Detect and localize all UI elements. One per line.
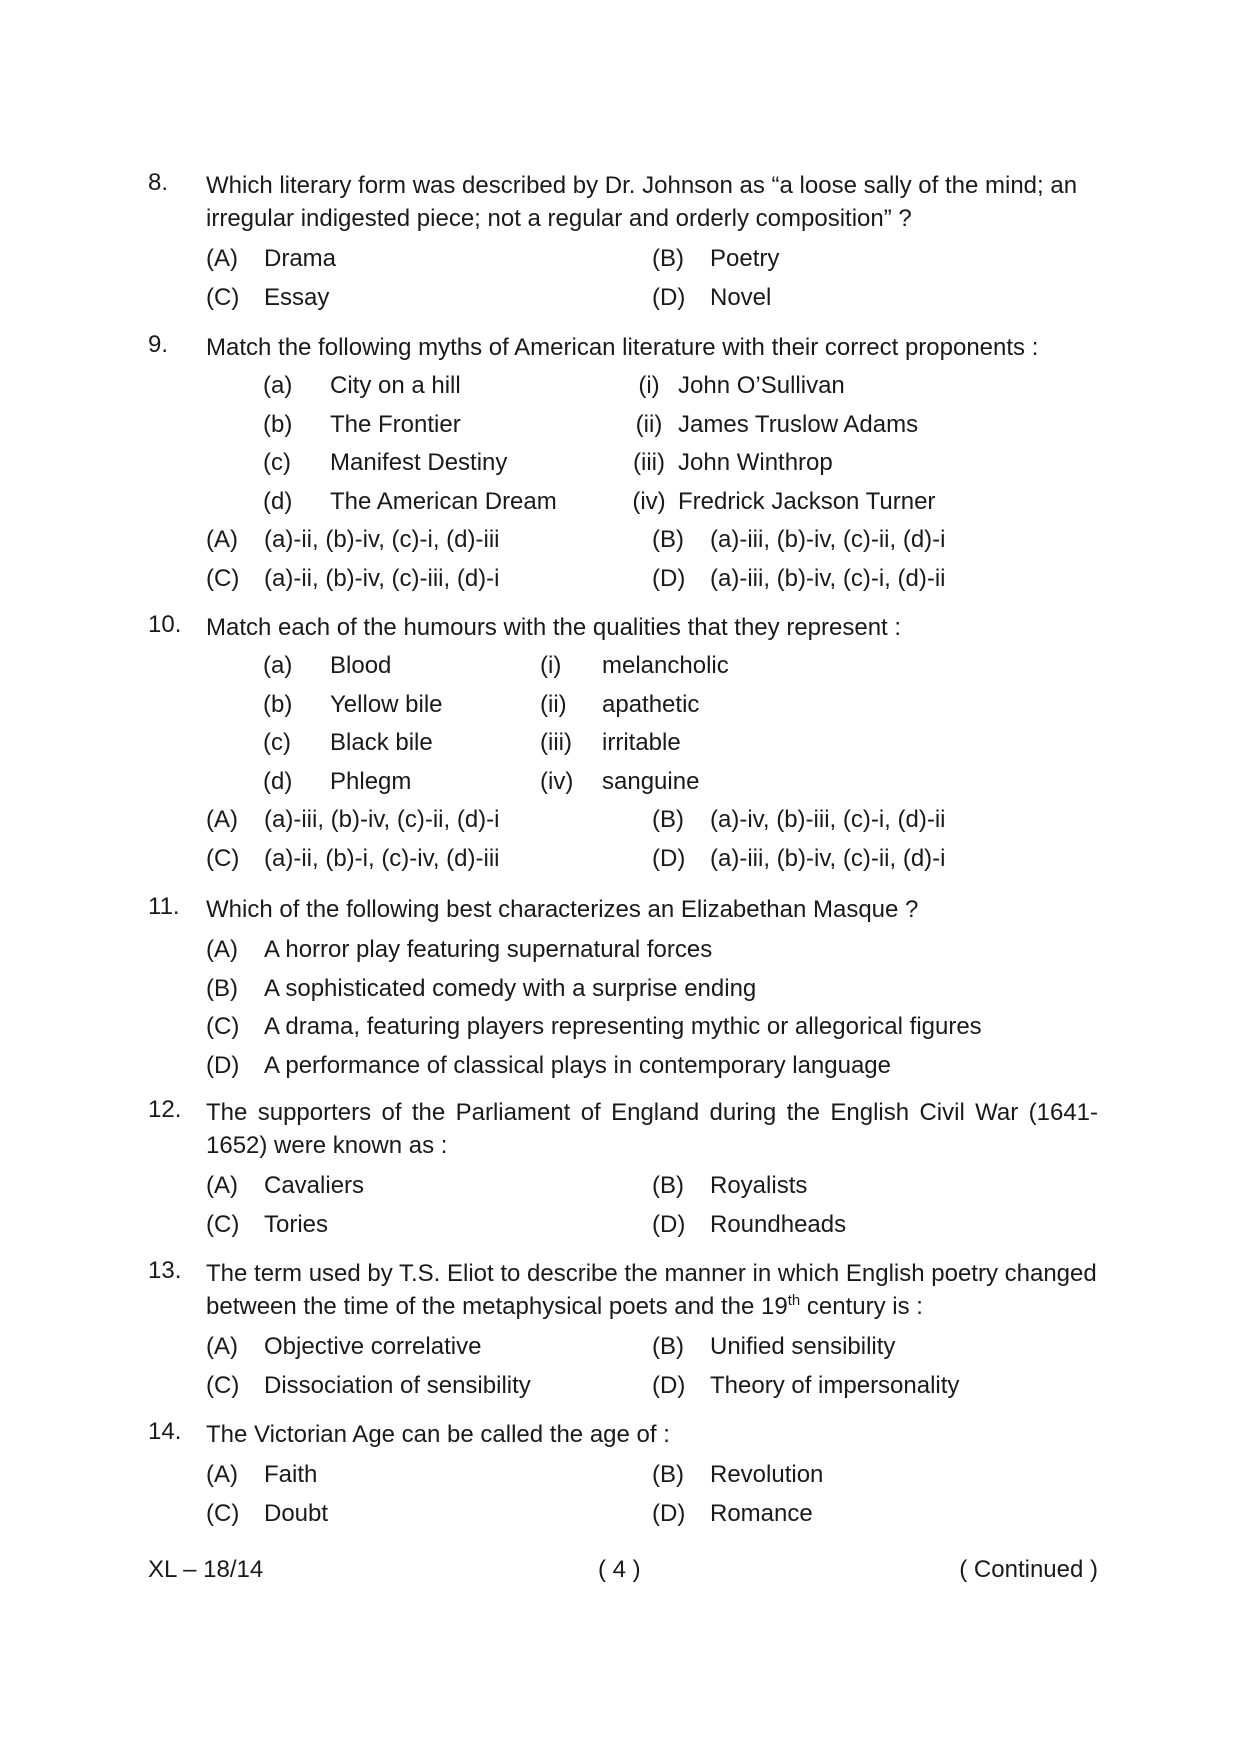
question-number: 12. — [148, 1096, 182, 1123]
option-b: (B) (a)-iii, (b)-iv, (c)-ii, (d)-i — [652, 526, 946, 554]
option-b: (B) Royalists — [652, 1172, 808, 1200]
match-row: (b) The Frontier (ii) James Truslow Adams — [263, 410, 919, 438]
question-number: 8. — [148, 169, 169, 196]
option-a: (A) Drama — [206, 245, 337, 273]
page-number: ( 4 ) — [598, 1556, 641, 1583]
match-row: (b) Yellow bile (ii) apathetic — [263, 690, 700, 718]
option-c: (C) Tories — [206, 1210, 329, 1238]
options — [206, 801, 1098, 878]
option-d: (D) (a)-iii, (b)-iv, (c)-ii, (d)-i — [652, 844, 946, 872]
option-d: (D) Roundheads — [652, 1210, 847, 1238]
options — [206, 931, 1098, 1085]
options — [206, 1328, 1098, 1405]
question-number: 10. — [148, 611, 182, 638]
option-b: (B) Unified sensibility — [652, 1333, 896, 1361]
option-d: (D) Romance — [652, 1499, 813, 1527]
option-b: (B) Revolution — [652, 1461, 824, 1489]
option-a: (A) A horror play featuring supernatural forces — [206, 936, 713, 964]
question-14 — [148, 1418, 1098, 1533]
match-row: (d) The American Dream (iv) Fredrick Jackson Turner — [263, 487, 936, 515]
option-b: (B) (a)-iv, (b)-iii, (c)-i, (d)-ii — [652, 806, 946, 834]
continued-label: ( Continued ) — [959, 1556, 1098, 1583]
match-row: (c) Manifest Destiny (iii) John Winthrop — [263, 449, 833, 477]
option-c: (C) Essay — [206, 283, 330, 311]
question-13 — [148, 1257, 1098, 1405]
match-row: (a) City on a hill (i) John O’Sullivan — [263, 372, 845, 400]
option-a: (A) Faith — [206, 1461, 318, 1489]
option-b: (B) Poetry — [652, 245, 780, 273]
question-text: Which literary form was described by Dr. Johnson as “a loose sally of the mind; an irregular indigested piece; not a regular and orderly composition” ? — [206, 172, 1078, 232]
question-text: The Victorian Age can be called the age of : — [206, 1421, 670, 1448]
question-text: Match the following myths of American literature with their correct proponents : — [206, 334, 1039, 361]
option-d: (D) A performance of classical plays in contemporary language — [206, 1051, 891, 1079]
question-8 — [148, 169, 1098, 317]
page-footer — [148, 1556, 1098, 1590]
option-c: (C) A drama, featuring players representing mythic or allegorical figures — [206, 1013, 982, 1041]
match-row: (c) Black bile (iii) irritable — [263, 729, 681, 757]
match-row: (d) Phlegm (iv) sanguine — [263, 767, 700, 795]
question-number: 13. — [148, 1257, 182, 1284]
option-c: (C) Dissociation of sensibility — [206, 1371, 531, 1399]
option-d: (D) (a)-iii, (b)-iv, (c)-i, (d)-ii — [652, 564, 946, 592]
options — [206, 240, 1098, 317]
options — [206, 521, 1098, 598]
option-c: (C) (a)-ii, (b)-iv, (c)-iii, (d)-i — [206, 564, 500, 592]
question-text: Match each of the humours with the qualities that they represent : — [206, 614, 902, 641]
question-12 — [148, 1096, 1098, 1244]
question-text: The term used by T.S. Eliot to describe the manner in which English poetry changed between the time of the metaphysical poets and the 19th century is : — [206, 1260, 1097, 1320]
match-table — [263, 647, 1098, 801]
option-d: (D) Novel — [652, 283, 772, 311]
option-a: (A) (a)-iii, (b)-iv, (c)-ii, (d)-i — [206, 806, 500, 834]
option-c: (C) Doubt — [206, 1499, 329, 1527]
options — [206, 1456, 1098, 1533]
match-table — [263, 367, 1098, 521]
paper-code: XL – 18/14 — [148, 1556, 264, 1583]
question-number: 9. — [148, 331, 169, 358]
question-11 — [148, 893, 1098, 1085]
question-text: Which of the following best characterizes an Elizabethan Masque ? — [206, 896, 919, 923]
match-row: (a) Blood (i) melancholic — [263, 652, 729, 680]
options — [206, 1167, 1098, 1244]
question-number: 11. — [148, 893, 180, 920]
question-10 — [148, 611, 1098, 878]
question-text: The supporters of the Parliament of England during the English Civil War (1641-1652) were known as : — [206, 1099, 1098, 1159]
option-a: (A) (a)-ii, (b)-iv, (c)-i, (d)-iii — [206, 526, 500, 554]
option-c: (C) (a)-ii, (b)-i, (c)-iv, (d)-iii — [206, 844, 500, 872]
option-b: (B) A sophisticated comedy with a surprise ending — [206, 974, 757, 1002]
option-a: (A) Objective correlative — [206, 1333, 482, 1361]
question-9 — [148, 331, 1098, 598]
option-a: (A) Cavaliers — [206, 1172, 365, 1200]
option-d: (D) Theory of impersonality — [652, 1371, 960, 1399]
question-number: 14. — [148, 1418, 182, 1445]
